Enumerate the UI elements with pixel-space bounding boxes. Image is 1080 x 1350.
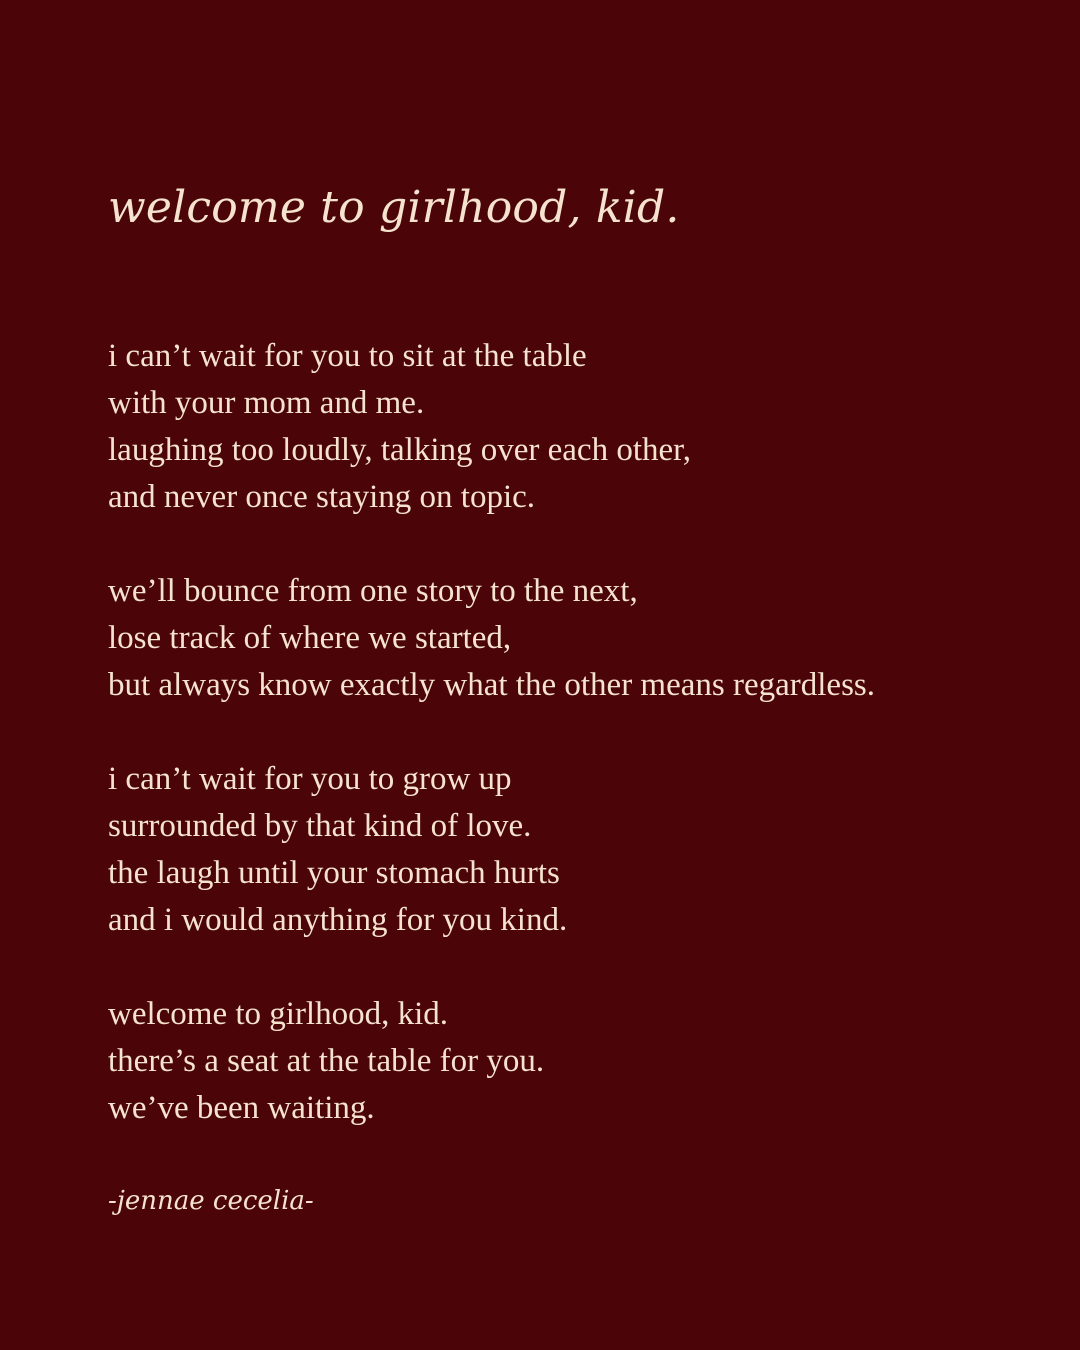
poem-line: lose track of where we started, xyxy=(108,620,512,656)
poem-line: the laugh until your stomach hurts xyxy=(108,855,560,891)
poem-line: and never once staying on topic. xyxy=(108,479,536,515)
poem-line: we’ve been waiting. xyxy=(108,1090,375,1126)
poem-line: but always know exactly what the other means regardless. xyxy=(108,667,876,703)
stanza xyxy=(108,991,1008,1132)
poem-line: we’ll bounce from one story to the next, xyxy=(108,573,638,609)
poem-body xyxy=(108,333,1008,1179)
poem-line: with your mom and me. xyxy=(108,385,425,421)
stanza xyxy=(108,756,1008,944)
poem-line: i can’t wait for you to sit at the table xyxy=(108,338,587,374)
poem-line: surrounded by that kind of love. xyxy=(108,808,532,844)
poem-line: and i would anything for you kind. xyxy=(108,902,568,938)
poem-line: i can’t wait for you to grow up xyxy=(108,761,512,797)
poem-title: welcome to girlhood, kid. xyxy=(108,182,680,233)
author-signature: -jennae cecelia- xyxy=(108,1186,314,1216)
stanza xyxy=(108,333,1008,521)
poem-line: there’s a seat at the table for you. xyxy=(108,1043,545,1079)
poem-line: laughing too loudly, talking over each other, xyxy=(108,432,692,468)
poem-line: welcome to girlhood, kid. xyxy=(108,996,449,1032)
stanza xyxy=(108,568,1008,709)
